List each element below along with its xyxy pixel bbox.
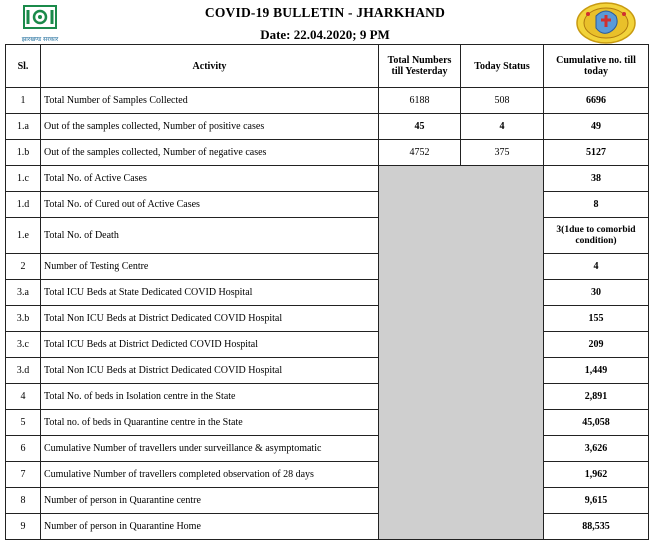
row-today: 4: [461, 114, 544, 140]
row-activity: Total No. of Cured out of Active Cases: [41, 192, 379, 218]
row-cumulative: 2,891: [544, 384, 649, 410]
row-sl: 3.a: [6, 280, 41, 306]
row-cumulative: 1,449: [544, 358, 649, 384]
row-sl: 1.b: [6, 140, 41, 166]
row-cumulative: 3,626: [544, 436, 649, 462]
svg-text:झारखण्ड सरकार: झारखण्ड सरकार: [21, 36, 59, 43]
row-sl: 8: [6, 488, 41, 514]
col-activity-header: Activity: [41, 45, 379, 88]
row-sl: 2: [6, 254, 41, 280]
row-activity: Total No. of Death: [41, 218, 379, 254]
row-activity: Cumulative Number of travellers under surveillance & asymptomatic: [41, 436, 379, 462]
row-sl: 3.d: [6, 358, 41, 384]
row-activity: Number of person in Quarantine Home: [41, 514, 379, 540]
row-sl: 9: [6, 514, 41, 540]
row-cumulative: 3(1due to comorbid condition): [544, 218, 649, 254]
row-sl: 1.d: [6, 192, 41, 218]
table-row: [6, 332, 649, 358]
col-sl-header: Sl.: [6, 45, 41, 88]
row-cumulative: 9,615: [544, 488, 649, 514]
row-cumulative: 155: [544, 306, 649, 332]
row-sl: 1.a: [6, 114, 41, 140]
table-row: [6, 462, 649, 488]
table-row: [6, 88, 649, 114]
table-row: [6, 488, 649, 514]
row-sl: 3.c: [6, 332, 41, 358]
table-row: [6, 514, 649, 540]
row-cumulative: 6696: [544, 88, 649, 114]
row-activity: Total ICU Beds at State Dedicated COVID Hospital: [41, 280, 379, 306]
row-cumulative: 8: [544, 192, 649, 218]
row-activity: Total No. of beds in Isolation centre in the State: [41, 384, 379, 410]
jharkhand-government-logo: [10, 4, 70, 44]
bulletin-title: COVID-19 BULLETIN - JHARKHAND: [204, 5, 446, 20]
table-row: [6, 436, 649, 462]
table-row: [6, 114, 649, 140]
table-row: [6, 254, 649, 280]
row-cumulative: 38: [544, 166, 649, 192]
row-activity: Number of person in Quarantine centre: [41, 488, 379, 514]
row-sl: 1: [6, 88, 41, 114]
row-sl: 4: [6, 384, 41, 410]
bulletin-header: [0, 0, 650, 44]
row-sl: 5: [6, 410, 41, 436]
row-sl: 1.c: [6, 166, 41, 192]
row-sl: 6: [6, 436, 41, 462]
col-cumulative-header: Cumulative no. till today: [544, 45, 649, 88]
table-row: [6, 358, 649, 384]
row-activity: Cumulative Number of travellers completed observation of 28 days: [41, 462, 379, 488]
bulletin-date: Date: 22.04.2020; 9 PM: [260, 27, 390, 42]
row-sl: 1.e: [6, 218, 41, 254]
col-yesterday-header: Total Numbers till Yesterday: [379, 45, 461, 88]
row-sl: 3.b: [6, 306, 41, 332]
row-cumulative: 5127: [544, 140, 649, 166]
shaded-blank-cell: [379, 166, 544, 540]
row-cumulative: 45,058: [544, 410, 649, 436]
health-department-emblem: [574, 2, 638, 44]
table-header-row: [6, 45, 649, 88]
row-today: 375: [461, 140, 544, 166]
col-today-header: Today Status: [461, 45, 544, 88]
row-activity: Total Non ICU Beds at District Dedicated COVID Hospital: [41, 306, 379, 332]
row-cumulative: 88,535: [544, 514, 649, 540]
row-yesterday: 45: [379, 114, 461, 140]
row-yesterday: 6188: [379, 88, 461, 114]
row-activity: Out of the samples collected, Number of positive cases: [41, 114, 379, 140]
table-row: [6, 280, 649, 306]
table-row: [6, 306, 649, 332]
row-cumulative: 209: [544, 332, 649, 358]
table-row: [6, 192, 649, 218]
row-activity: Total no. of beds in Quarantine centre in the State: [41, 410, 379, 436]
table-row: [6, 140, 649, 166]
row-activity: Total No. of Active Cases: [41, 166, 379, 192]
row-cumulative: 4: [544, 254, 649, 280]
covid-bulletin-table: [5, 44, 649, 540]
table-row: [6, 410, 649, 436]
table-row: [6, 384, 649, 410]
row-activity: Total Number of Samples Collected: [41, 88, 379, 114]
table-row: [6, 218, 649, 254]
row-cumulative: 49: [544, 114, 649, 140]
row-cumulative: 1,962: [544, 462, 649, 488]
table-row: [6, 166, 649, 192]
row-activity: Number of Testing Centre: [41, 254, 379, 280]
row-sl: 7: [6, 462, 41, 488]
row-activity: Out of the samples collected, Number of negative cases: [41, 140, 379, 166]
row-yesterday: 4752: [379, 140, 461, 166]
row-activity: Total ICU Beds at District Dedicted COVID Hospital: [41, 332, 379, 358]
row-today: 508: [461, 88, 544, 114]
row-activity: Total Non ICU Beds at District Dedicated COVID Hospital: [41, 358, 379, 384]
row-cumulative: 30: [544, 280, 649, 306]
